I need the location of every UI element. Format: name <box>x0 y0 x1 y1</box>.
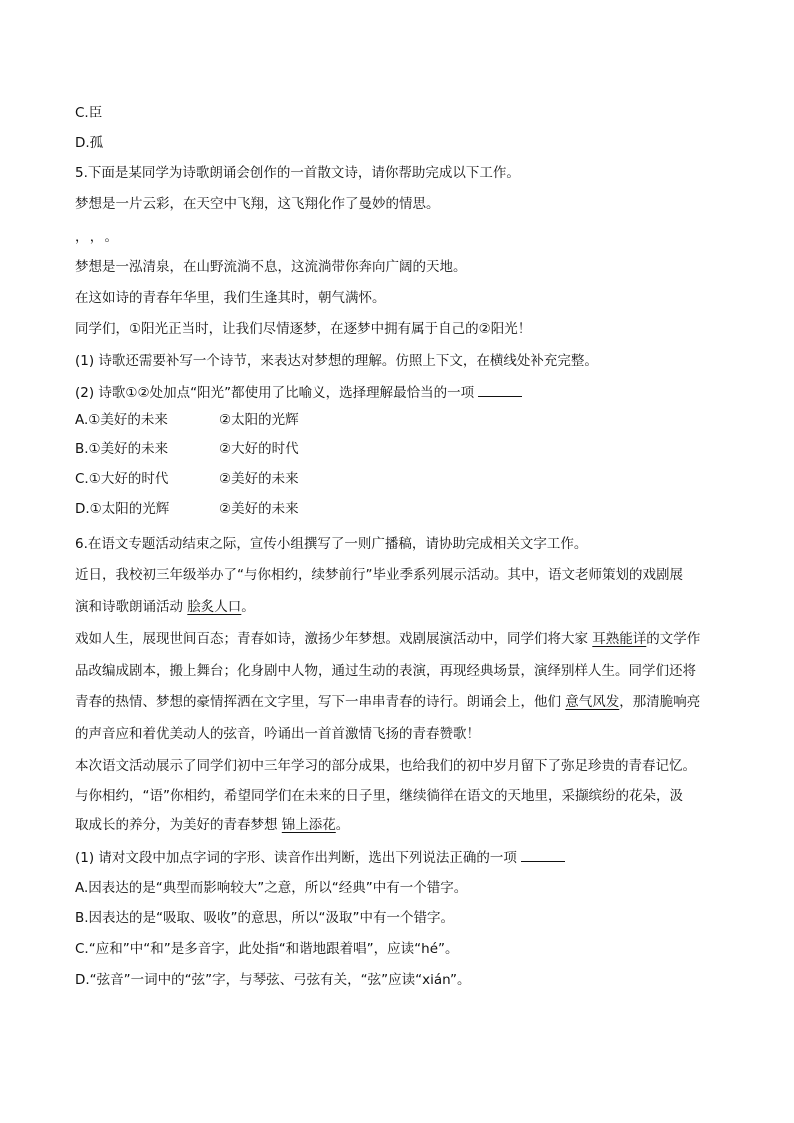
poem-line-3: 梦想是一泓清泉，在山野流淌不息，这流淌带你奔向广阔的天地。 <box>75 259 467 275</box>
q6-option-c: C.“应和”中“和”是多音字，此处指“和谐地跟着唱”，应读“hé”。 <box>75 941 459 957</box>
passage-line-4: 品改编成剧本，搬上舞台；化身剧中人物，通过生动的表演，再现经典场景，演绎别样人生。同学们还将 <box>75 663 696 679</box>
passage-line-6: 的声音应和着优美动人的弦音，吟诵出一首首激情飞扬的青春赞歌！ <box>75 726 480 742</box>
question-6-stem: 6.在语文专题活动结束之际，宣传小组撰写了一则广播稿，请协助完成相关文字工作。 <box>75 536 588 552</box>
q6-option-b: B.因表达的是“吸取、吸收”的意思，所以“汲取”中有一个错字。 <box>75 910 455 926</box>
passage-line-8: 与你相约，“语”你相约，希望同学们在未来的日子里，继续徜徉在语文的天地里，采撷缤纷的花朵，汲 <box>75 788 683 804</box>
q2-option-a: A.①美好的未来 ②太阳的光辉 <box>75 412 299 428</box>
poem-line-4: 在这如诗的青春年华里，我们生逢其时，朝气满怀。 <box>75 290 386 306</box>
passage-line-9: 取成长的养分，为美好的青春梦想 锦上添花。 <box>75 817 350 833</box>
answer-blank[interactable] <box>521 847 565 862</box>
q2-option-d: D.①太阳的光辉 ②美好的未来 <box>75 501 299 517</box>
q6-option-d: D.“弦音”一词中的“弦”字，与琴弦、弓弦有关，“弦”应读“xián”。 <box>75 972 471 988</box>
passage-line-5: 青春的热情、梦想的豪情挥洒在文字里，写下一串串青春的诗行。朗诵会上，他们 意气风发，那清脆响亮 <box>75 694 701 710</box>
answer-blank[interactable] <box>478 382 522 397</box>
poem-line-1: 梦想是一片云彩，在天空中飞翔，这飞翔化作了曼妙的情思。 <box>75 196 440 212</box>
passage-line-7: 本次语文活动展示了同学们初中三年学习的部分成果，也给我们的初中岁月留下了弥足珍贵的青春记忆。 <box>75 758 696 774</box>
q2-option-c: C.①大好的时代 ②美好的未来 <box>75 471 299 487</box>
question-5-stem: 5.下面是某同学为诗歌朗诵会创作的一首散文诗，请你帮助完成以下工作。 <box>75 165 520 181</box>
question-5-2: (2) 诗歌①②处加点“阳光”都使用了比喻义，选择理解最恰当的一项 <box>75 382 522 403</box>
passage-line-1: 近日，我校初三年级举办了“与你相约，续梦前行”毕业季系列展示活动。其中，语文老师策划的戏剧展 <box>75 567 683 583</box>
passage-line-3: 戏如人生，展现世间百态；青春如诗，激扬少年梦想。戏剧展演活动中，同学们将大家 耳熟能详的文学作 <box>75 631 701 647</box>
poem-blank-line: ，，。 <box>75 229 126 245</box>
question-5-1: (1) 诗歌还需要补写一个诗节，来表达对梦想的理解。仿照上下文，在横线处补充完整。 <box>75 353 598 369</box>
option-d: D.孤 <box>75 135 104 151</box>
option-c: C.臣 <box>75 105 103 121</box>
passage-line-2: 演和诗歌朗诵活动 脍炙人口。 <box>75 599 255 615</box>
poem-line-5: 同学们，①阳光正当时，让我们尽情逐梦，在逐梦中拥有属于自己的②阳光！ <box>75 321 532 337</box>
question-6-1: (1) 请对文段中加点字词的字形、读音作出判断，选出下列说法正确的一项 <box>75 847 565 868</box>
q2-option-b: B.①美好的未来 ②大好的时代 <box>75 441 299 457</box>
q6-option-a: A.因表达的是“典型而影响较大”之意，所以“经典”中有一个错字。 <box>75 880 468 896</box>
